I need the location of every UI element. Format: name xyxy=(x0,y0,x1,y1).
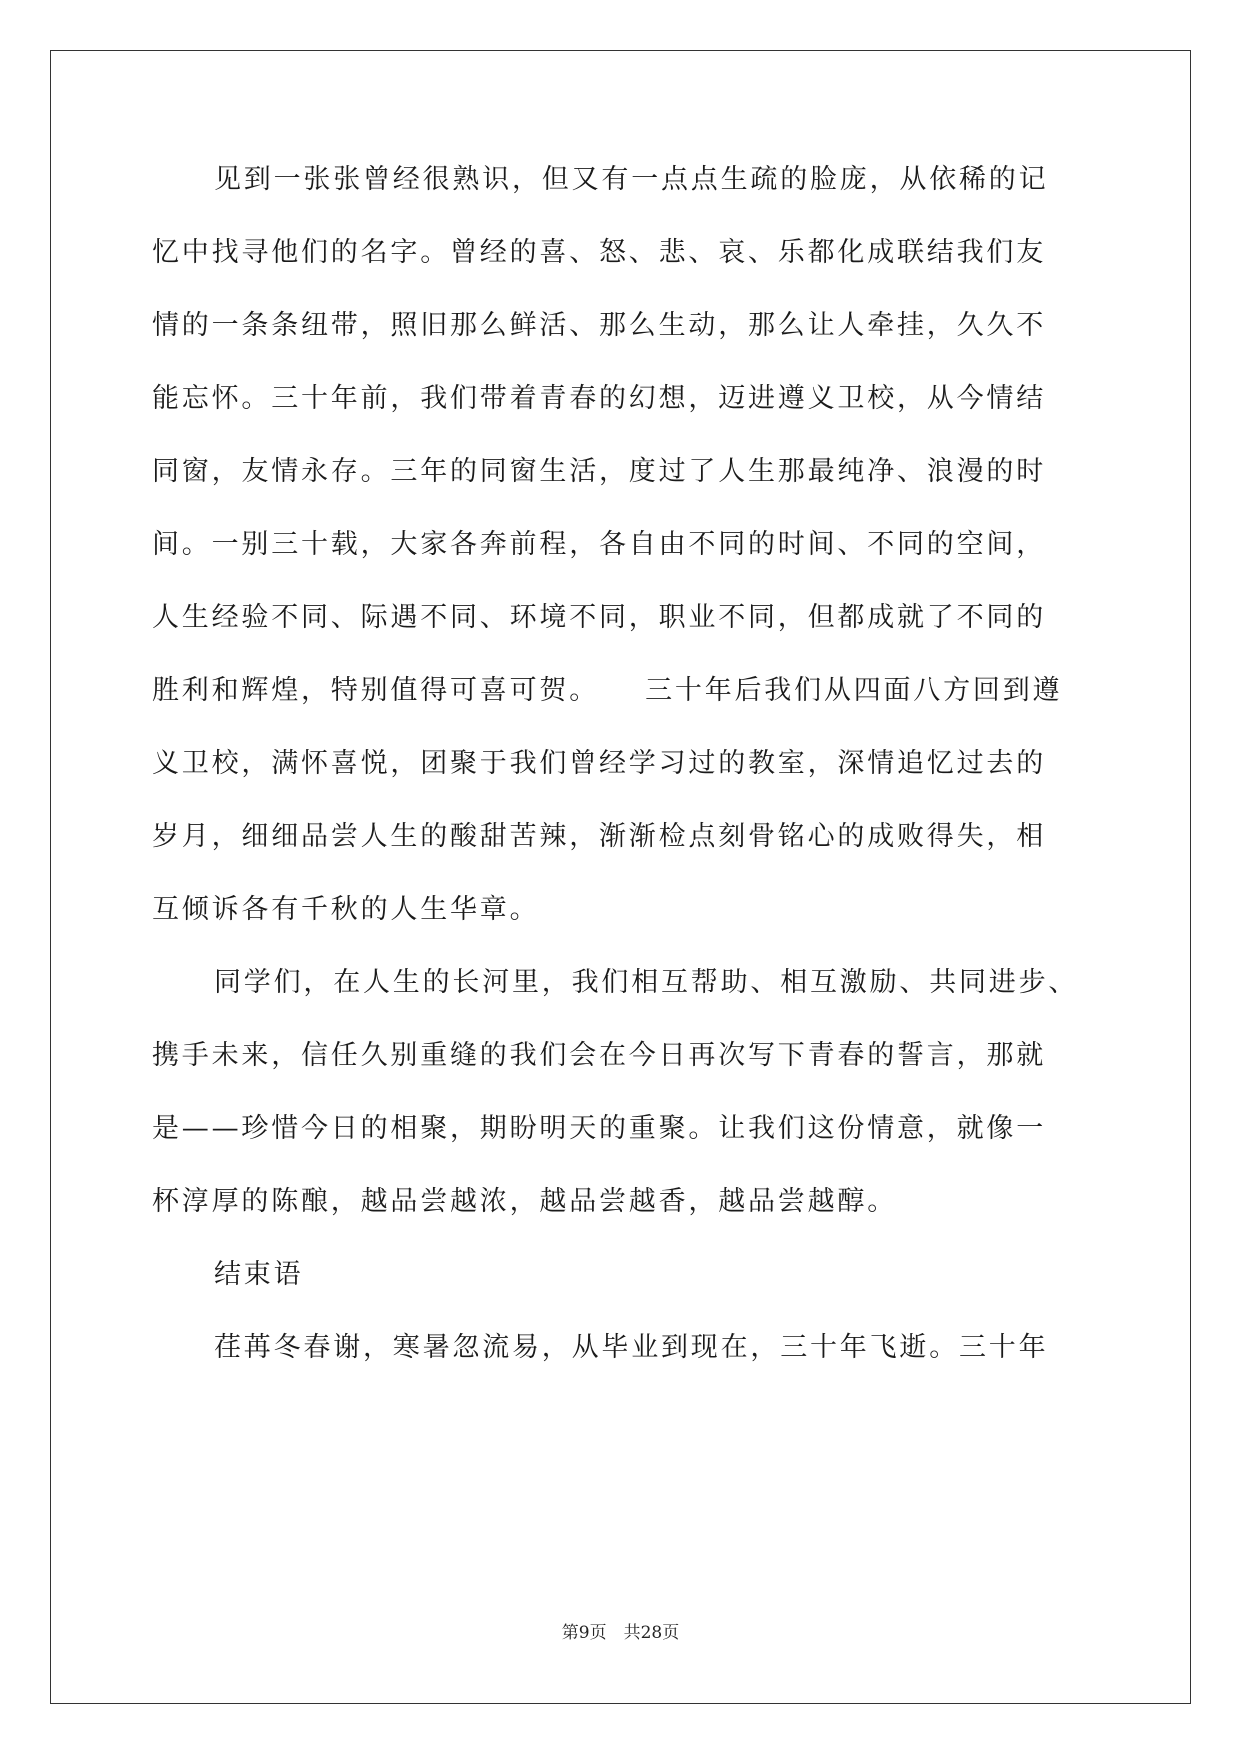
page-footer xyxy=(0,1622,1241,1644)
text-line: 是——珍惜今日的相聚，期盼明天的重聚。让我们这份情意，就像一 xyxy=(152,1113,1046,1144)
text-line: 胜利和辉煌，特别值得可喜可贺。 三十年后我们从四面八方回到遵 xyxy=(152,675,1063,706)
text-line: 义卫校，满怀喜悦，团聚于我们曾经学习过的教室，深情追忆过去的 xyxy=(152,748,1046,779)
text-line: 岁月，细细品尝人生的酸甜苦辣，渐渐检点刻骨铭心的成败得失，相 xyxy=(152,821,1046,852)
text-line: 见到一张张曾经很熟识，但又有一点点生疏的脸庞，从依稀的记 xyxy=(214,164,1049,195)
text-line: 同学们，在人生的长河里，我们相互帮助、相互激励、共同进步、 xyxy=(214,967,1079,998)
text-line: 同窗，友情永存。三年的同窗生活，度过了人生那最纯净、浪漫的时 xyxy=(152,456,1046,487)
text-line: 能忘怀。三十年前，我们带着青春的幻想，迈进遵义卫校，从今情结 xyxy=(152,383,1046,414)
text-line: 杯淳厚的陈酿，越品尝越浓，越品尝越香，越品尝越醇。 xyxy=(152,1186,897,1217)
text-line: 人生经验不同、际遇不同、环境不同，职业不同，但都成就了不同的 xyxy=(152,602,1046,633)
text-line: 情的一条条纽带，照旧那么鲜活、那么生动，那么让人牵挂，久久不 xyxy=(152,310,1046,341)
text-line: 忆中找寻他们的名字。曾经的喜、怒、悲、哀、乐都化成联结我们友 xyxy=(152,237,1046,268)
total-pages: 28 xyxy=(640,1623,663,1643)
page-border xyxy=(50,50,1191,1704)
text-line: 携手未来，信任久别重缝的我们会在今日再次写下青春的誓言，那就 xyxy=(152,1040,1046,1071)
page-prefix: 第 xyxy=(561,1623,579,1643)
section-heading: 结束语 xyxy=(214,1259,304,1290)
page-suffix: 页 xyxy=(589,1623,607,1643)
page-number: 9 xyxy=(578,1623,590,1643)
total-suffix: 页 xyxy=(662,1623,680,1643)
total-prefix: 共 xyxy=(623,1623,641,1643)
text-line: 间。一别三十载，大家各奔前程，各自由不同的时间、不同的空间， xyxy=(152,529,1046,560)
text-line: 荏苒冬春谢，寒暑忽流易，从毕业到现在，三十年飞逝。三十年 xyxy=(214,1332,1049,1363)
text-line: 互倾诉各有千秋的人生华章。 xyxy=(152,894,540,925)
